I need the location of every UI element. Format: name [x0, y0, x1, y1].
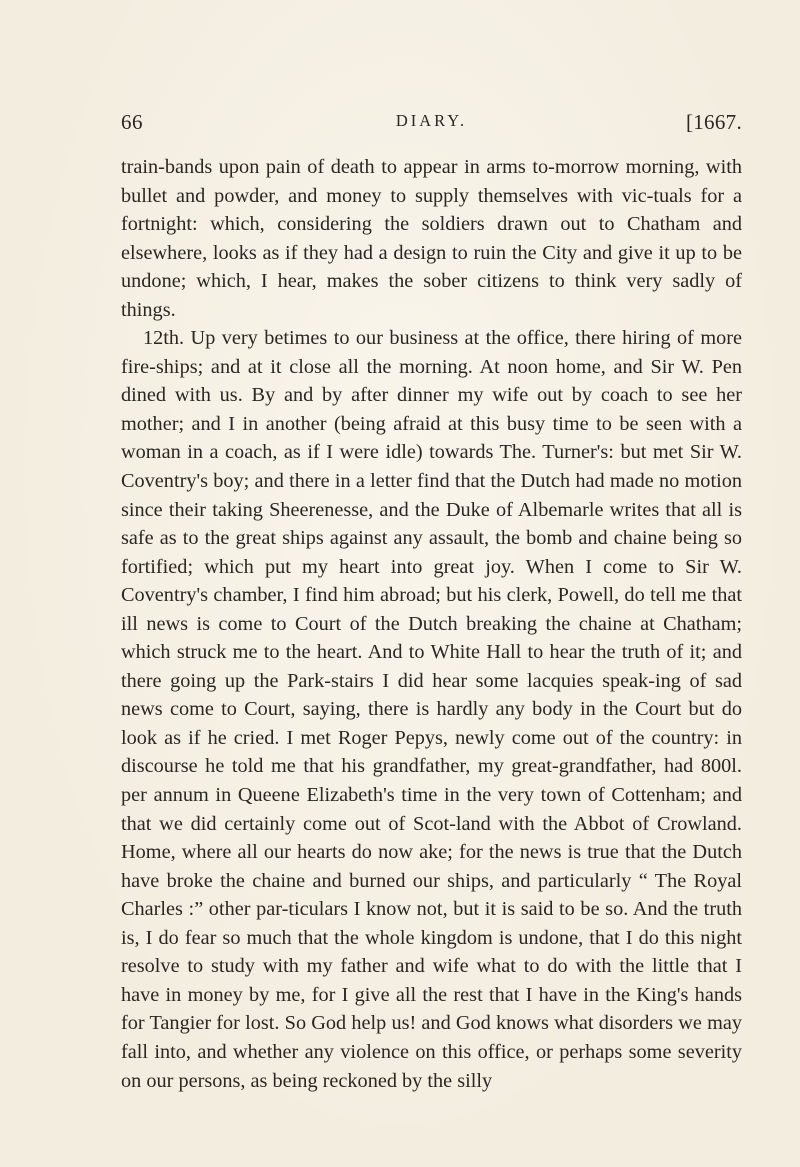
year-marker: [1667. [685, 110, 742, 134]
page-number: 66 [121, 110, 143, 134]
paragraph-entry-12th: 12th. Up very betimes to our business at the office, there hiring of more fire-ships; and at it close all the morning. At noon home, and Sir W. Pen dined with us. By and by after dinner my wife out by coach to see her mother; and I in another (being afraid at this busy time to be seen with a woman in a coach, as if I were idle) towards The. Turner's: but met Sir W. Coventry's boy; and there in a letter find that the Dutch had made no motion since their taking Sheerenesse, and the Duke of Albemarle writes that all is safe as to the great ships against any assault, the bomb and chaine being so fortified; which put my heart into great joy. When I come to Sir W. Coventry's chamber, I find him abroad; but his clerk, Powell, do tell me that ill news is come to Court of the Dutch breaking the chaine at Chatham; which struck me to the heart. And to White Hall to hear the truth of it; and there going up the Park-stairs I did hear some lacquies speak-ing of sad news come to Court, saying, there is hardly any body in the Court but do look as if he cried. I met Roger Pepys, newly come out of the country: in discourse he told me that his grandfather, my great-grandfather, had 800l. per annum in Queene Elizabeth's time in the very town of Cottenham; and that we did certainly come out of Scot-land with the Abbot of Crowland. Home, where all our hearts do now ake; for the news is true that the Dutch have broke the chaine and burned our ships, and particularly “ The Royal Charles :” other par-ticulars I know not, but it is said to be so. And the truth is, I do fear so much that the whole kingdom is undone, that I do this night resolve to study with my father and wife what to do with the little that I have in money by me, for I give all the rest that I have in the King's hands for Tangier for lost. So God help us! and God knows what disorders we may fall into, and whether any violence on this office, or perhaps some severity on our persons, as being reckoned by the silly [121, 327, 742, 1092]
paragraph-continuation: train-bands upon pain of death to appear in arms to-morrow morning, with bullet and powder, and money to supply themselves with vic-tuals for a fortnight: which, considering the soldiers drawn out to Chatham and elsewhere, looks as if they had a design to ruin the City and give it up to be undone; which, I hear, makes the sober citizens to think very sadly of things. [121, 156, 742, 321]
diary-text [121, 153, 742, 1095]
running-head: DIARY. [395, 111, 468, 130]
page-header [121, 110, 742, 142]
